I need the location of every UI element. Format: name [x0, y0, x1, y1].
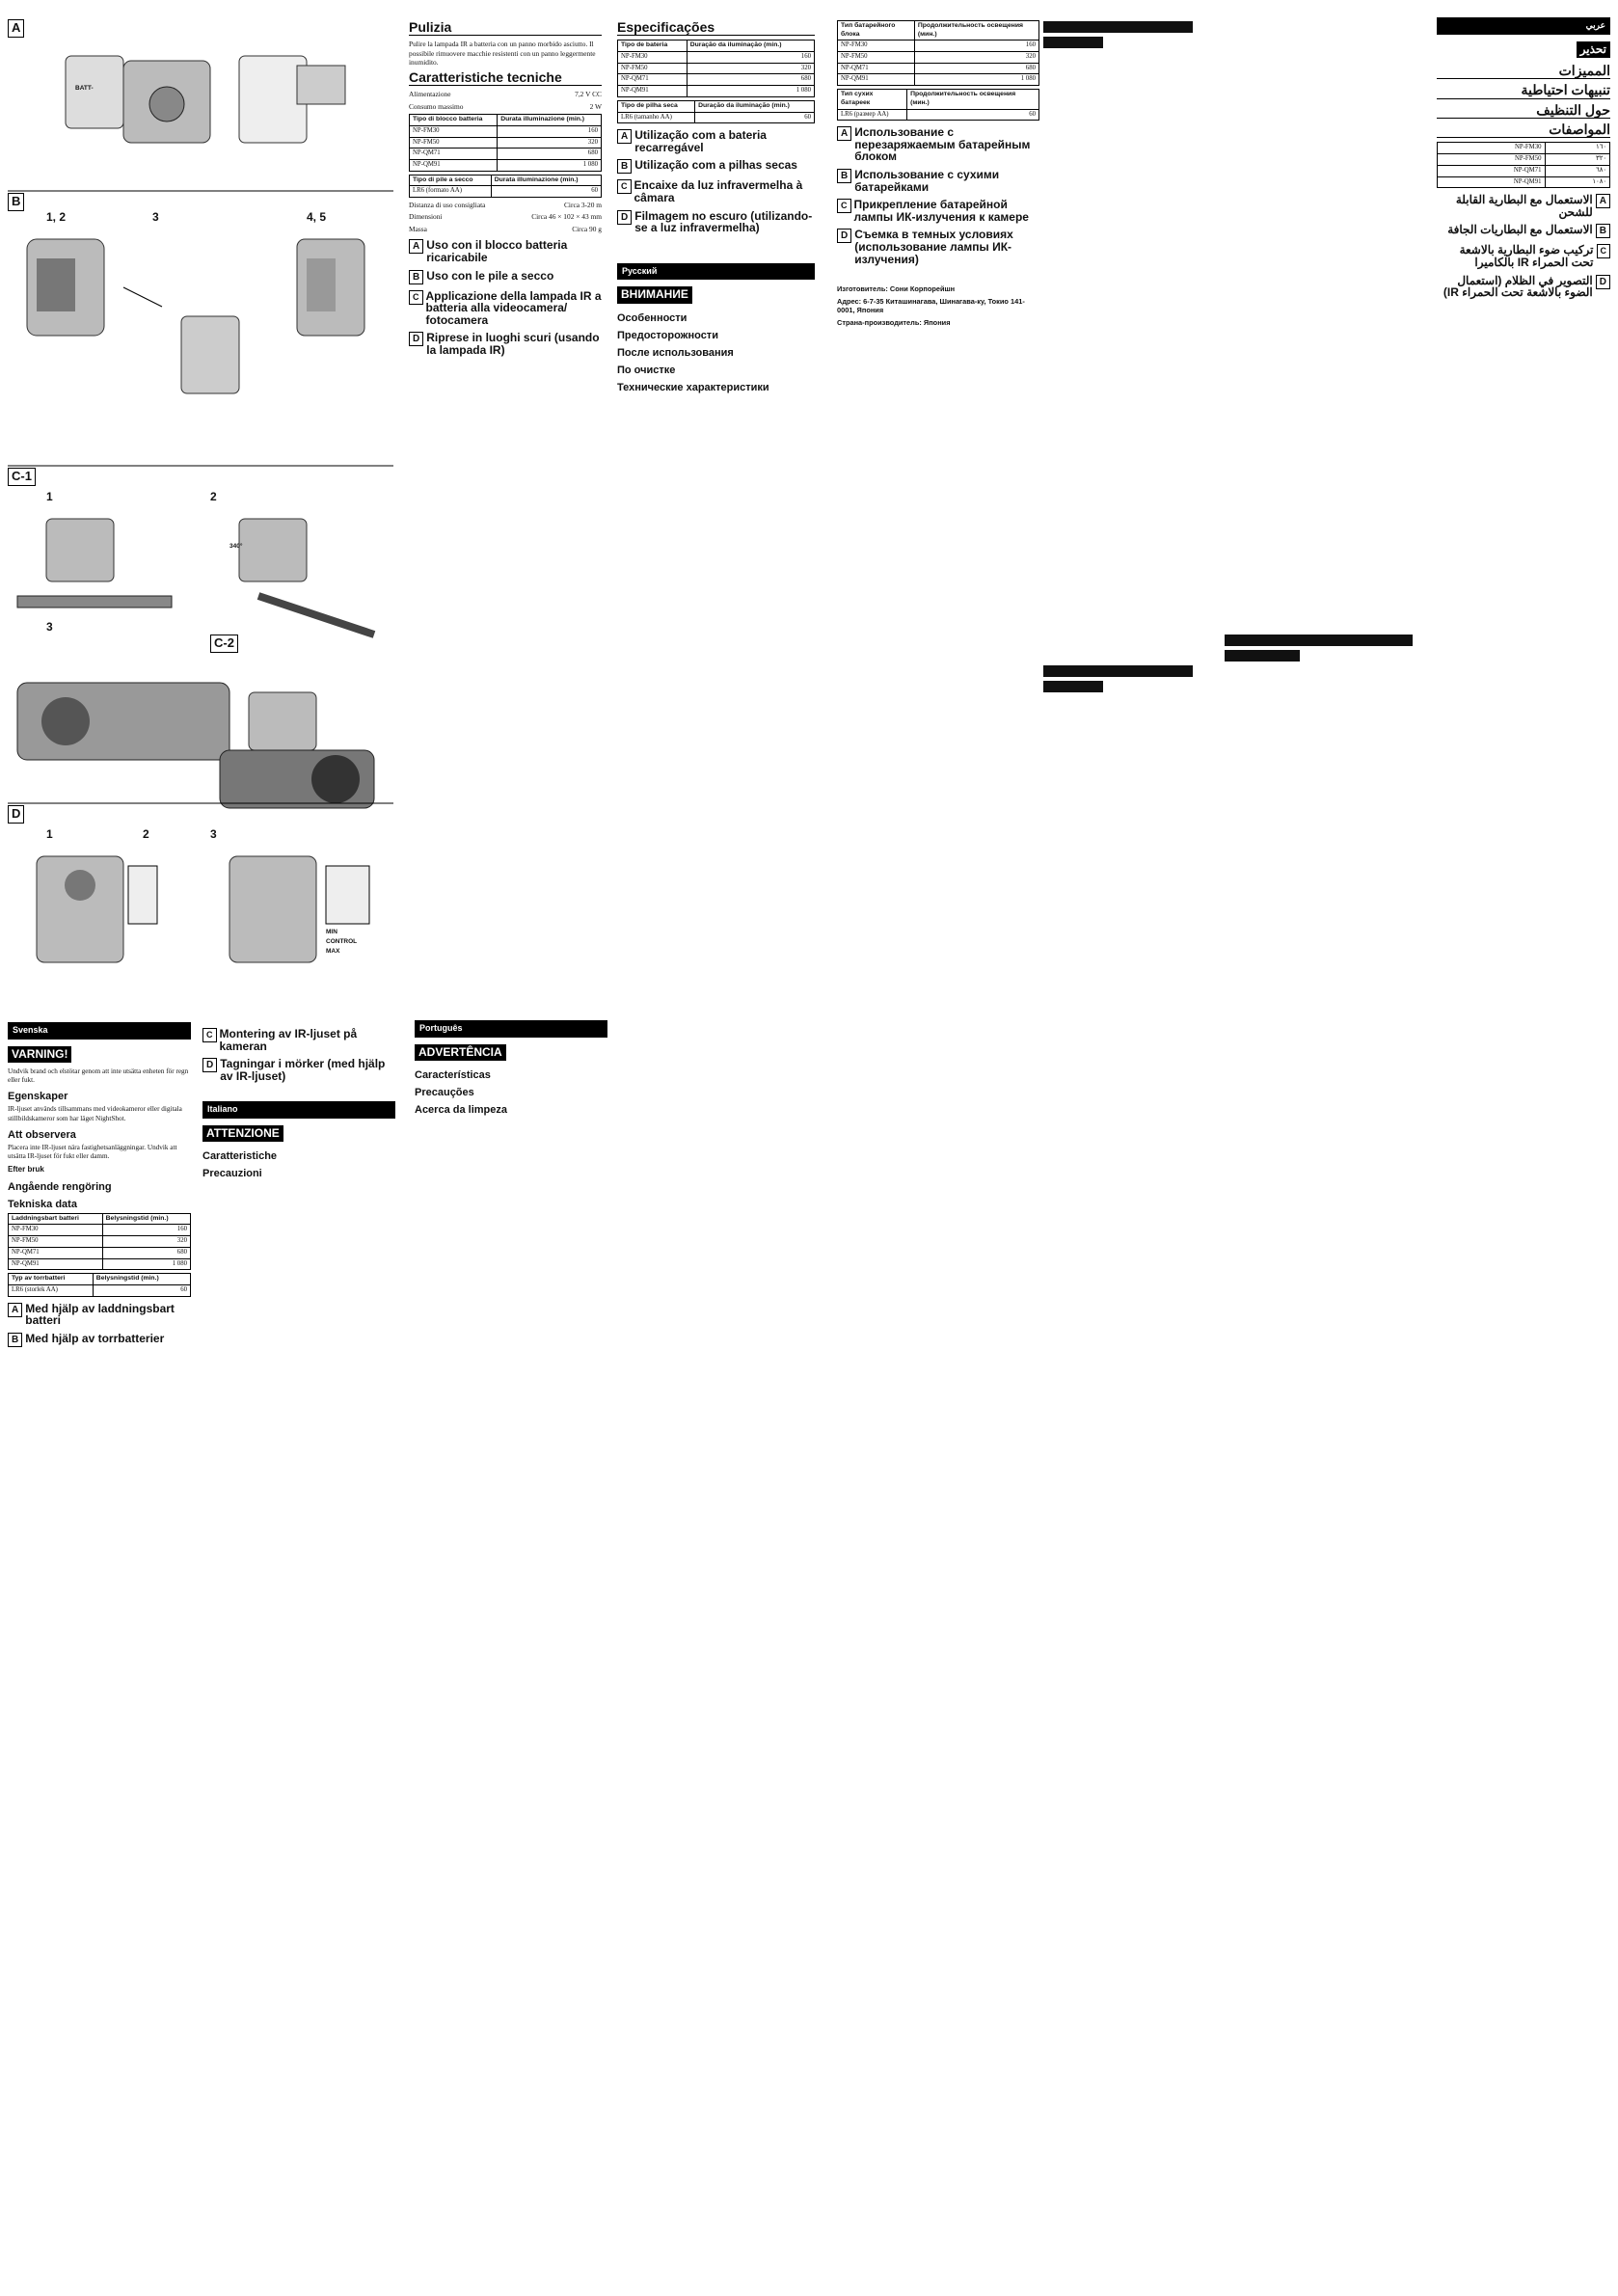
section-d-pt: D Filmagem no escuro (utilizando-se a luz infravermelha) — [617, 210, 815, 234]
section-d-sv: D Tagningar i mörker (med hjälp av IR-ljuset) — [202, 1058, 395, 1082]
spec-power: 7,2 V CC — [575, 90, 602, 99]
batt-label: BATT- — [75, 85, 94, 92]
heading-caratt: Caratteristiche — [202, 1150, 278, 1163]
svenska-column-2 — [202, 1022, 395, 1601]
step-label: 1, 2 — [46, 210, 67, 224]
heading-feat-ar: المميزات — [1437, 64, 1610, 79]
spec-distance: Circa 3-20 m — [564, 200, 602, 209]
header-bar — [1043, 665, 1193, 677]
figure-label-a: A — [8, 19, 24, 38]
battery-table-ru: Тип батарейного блока Продолжительность освещения (мин.) NP-FM30 160 NP-FM50 320 NP-QM71 680 NP-QM91 1 080 — [837, 20, 1039, 86]
section-b-ru: B Использование с сухими батарейками — [837, 169, 1039, 193]
section-a-sv: A Med hjälp av laddningsbart batteri — [8, 1303, 191, 1327]
step-label: 3 — [46, 620, 53, 634]
heading-clean-ar: حول التنظيف — [1437, 103, 1610, 119]
arabic-column — [1437, 17, 1610, 2274]
warning-arabic: تحذير — [1577, 41, 1610, 58]
lang-bar-italiano: Italiano — [202, 1101, 395, 1119]
heading-prec-pt: Precauções — [415, 1086, 474, 1098]
illustration-panel — [8, 17, 393, 1020]
section-b-sv: B Med hjälp av torrbatterier — [8, 1333, 191, 1347]
heading-prec-it: Precauzioni — [202, 1168, 262, 1180]
dry-battery-table-sv: Typ av torrbatteri Belysningstid (min.) LR6 (storlek AA) 60 — [8, 1273, 191, 1296]
encoded-column-2 — [1225, 17, 1413, 2274]
heading-feat-pt: Características — [415, 1068, 491, 1081]
warning-italiano: ATTENZIONE — [202, 1125, 283, 1142]
header-bar — [1225, 635, 1413, 646]
pulizia-text: Pulire la lampada IR a batteria con un panno morbido asciutto. Il possibile rimuovere macchie resistenti con un panno leggermente inumidito. — [409, 40, 596, 68]
warning-svenska: VARNING! — [8, 1046, 71, 1063]
section-d-it: D Riprese in luoghi scuri (usando la lampada IR) — [409, 332, 602, 356]
section-b-ar: B الاستعمال مع البطاريات الجافة — [1437, 224, 1610, 238]
heading-specs-it: Caratteristiche tecniche — [409, 70, 602, 86]
figure-label-b: B — [8, 193, 24, 211]
figure-label-d: D — [8, 805, 24, 824]
header-bar — [1043, 37, 1103, 48]
heading-spec-ru: Технические характеристики — [617, 382, 769, 394]
portugues-column-lower — [415, 1020, 607, 1119]
lang-bar-russian: Русский — [617, 263, 815, 281]
step-label: 4, 5 — [307, 210, 327, 224]
section-d-ar: D التصوير في الظلام (استعمال الضوء بالاشعة تحت الحمراء IR) — [1437, 275, 1610, 299]
max-label: MAX — [326, 948, 340, 955]
russian-column — [837, 17, 1039, 2274]
figure-label-c2: C-2 — [210, 635, 238, 653]
svenska-column — [8, 1022, 191, 2276]
step-label: 1 — [46, 490, 53, 503]
section-a-it: A Uso con il blocco batteria ricaricabile — [409, 239, 602, 263]
section-a-ru: A Использование с перезаряжаемым батарейным блоком — [837, 126, 1039, 163]
battery-table-sv: Laddningsbart batteri Belysningstid (min.) NP-FM30 160 NP-FM50 320 NP-QM71 680 NP-QM91 1 080 — [8, 1213, 191, 1270]
heading-features: Egenskaper — [8, 1091, 68, 1103]
section-c-it: C Applicazione della lampada IR a batteria alla videocamera/ fotocamera — [409, 290, 602, 327]
section-a-pt: A Utilização com a bateria recarregável — [617, 129, 815, 153]
section-a-ar: A الاستعمال مع البطارية القابلة للشحن — [1437, 194, 1610, 218]
section-d-ru: D Съемка в темных условиях (использование лампы ИК-излучения) — [837, 229, 1039, 265]
heading-after-ru: После использования — [617, 346, 734, 359]
encoded-column-1 — [1043, 17, 1193, 2274]
header-bar — [1043, 681, 1103, 692]
heading-notes: Att observera — [8, 1128, 76, 1141]
section-c-ar: C تركيب ضوء البطارية بالاشعة تحت الحمراء IR بالكاميرا — [1437, 244, 1610, 268]
lang-bar-arabic: عربي — [1437, 17, 1610, 35]
maker: Изготовитель: Сони Корпорейшн — [837, 284, 956, 294]
figure-label-c1: C-1 — [8, 468, 36, 486]
battery-table-ar: ١٦٠ NP-FM30 ٣٢٠ NP-FM50 ٦٨٠ NP-QM71 ١٠٨٠ NP-QM91 — [1437, 142, 1610, 188]
dry-battery-table-pt: Tipo de pilha seca Duração da iluminação (min.) LR6 (tamanho AA) 60 — [617, 100, 815, 123]
header-bar — [1043, 21, 1193, 33]
warning-russian: ВНИМАНИЕ — [617, 286, 692, 303]
heading-prec-ar: تنبيهات احتياطية — [1437, 83, 1610, 98]
control-label: CONTROL — [326, 938, 358, 945]
step-label: 1 — [46, 827, 53, 841]
warning-text: Undvik brand och elstötar genom att inte utsätta enheten för regn eller fukt. — [8, 1067, 189, 1085]
heading-clean-pt: Acerca da limpeza — [415, 1104, 507, 1117]
header-bar — [1225, 650, 1300, 662]
heading-cleaning: Angående rengöring — [8, 1180, 112, 1193]
min-label: MIN — [326, 929, 337, 935]
features-text: IR-ljuset används tillsammans med videokameror eller digitala stillbildskameror som har läget NightShot. — [8, 1105, 182, 1122]
dry-battery-table-ru: Тип сухих батареек Продолжительность освещения (мин.) LR6 (размер AA) 60 — [837, 89, 1039, 121]
heading-storage: Efter bruk — [8, 1165, 44, 1175]
spec-consumption: 2 W — [589, 101, 602, 111]
heading-feat-ru: Особенности — [617, 311, 688, 324]
step-label: 3 — [152, 210, 159, 224]
figure-column — [8, 17, 393, 1020]
lang-bar-svenska: Svenska — [8, 1022, 191, 1040]
heading-clean-ru: По очистке — [617, 364, 676, 376]
maker-country: Страна-производитель: Япония — [837, 317, 951, 327]
dry-battery-table-it: Tipo di pile a secco Durata illuminazione (min.) LR6 (formato AA) 60 — [409, 175, 602, 198]
section-c-sv: C Montering av IR-ljuset på kameran — [202, 1028, 395, 1052]
spec-mass: Circa 90 g — [572, 224, 602, 233]
warning-portugues: ADVERTÊNCIA — [415, 1044, 506, 1061]
section-b-it: B Uso con le pile a secco — [409, 270, 602, 284]
section-c-ru: C Прикрепление батарейной лампы ИК-излучения к камере — [837, 199, 1039, 223]
italiano-column: Pulizia Pulire la lampada IR a batteria con un panno morbido asciutto. Il possibile rimuovere macchie resistenti con un panno leggermente inumidito. Caratteristiche tecniche Alimentazione 7,2 V CC Consumo massimo 2 W Tipo di blocco batteria Durata illuminazione (min.) NP-FM30 160 NP-FM50 320 NP-QM71 680 NP-QM91 1 080 Tipo di pile a secco Durata illuminazione (min.) LR6 (formato AA) 60 Distanza di uso consigliata Circa 3-20 m Dimensioni Circa 46 × 102 × 43 mm Massa Circa 90 g A Uso con il blocco batteria ricaricabile B Uso con le pile a secco C Applicazione della lampada IR a batteria alla videocamera/ fotocamera D Riprese in luoghi scuri (usando la lampada IR) — [409, 19, 602, 357]
step-label: 2 — [210, 490, 217, 503]
section-b-pt: B Utilização com a pilhas secas — [617, 159, 815, 174]
heading-spec-pt: Especificações — [617, 20, 815, 36]
spec-dimensions: Circa 46 × 102 × 43 mm — [531, 212, 602, 222]
maker-address: Адрес: 6-7-35 Киташинагава, Шинагава-ку, Токио 141-0001, Япония — [837, 296, 1025, 315]
notes-text: Placera inte IR-ljuset nära fastighetsanläggningar. Undvik att utsätta IR-ljuset för fukt eller damm. — [8, 1143, 177, 1161]
angle-label: 340° — [229, 543, 243, 550]
battery-table-it: Tipo di blocco batteria Durata illuminazione (min.) NP-FM30 160 NP-FM50 320 NP-QM71 680 NP-QM91 1 080 — [409, 114, 602, 171]
section-c-pt: C Encaixe da luz infravermelha à câmara — [617, 179, 815, 203]
step-label: 2 — [143, 827, 149, 841]
heading-prec-ru: Предосторожности — [617, 329, 718, 341]
step-label: 3 — [210, 827, 217, 841]
lang-bar-portugues: Português — [415, 1020, 607, 1038]
heading-pulizia: Pulizia — [409, 20, 602, 36]
battery-table-pt: Tipo de bateria Duração da iluminação (min.) NP-FM30 160 NP-FM50 320 NP-QM71 680 NP-QM91 1 080 — [617, 40, 815, 96]
heading-spec-ar: المواصفات — [1437, 122, 1610, 138]
heading-specs: Tekniska data — [8, 1198, 77, 1210]
